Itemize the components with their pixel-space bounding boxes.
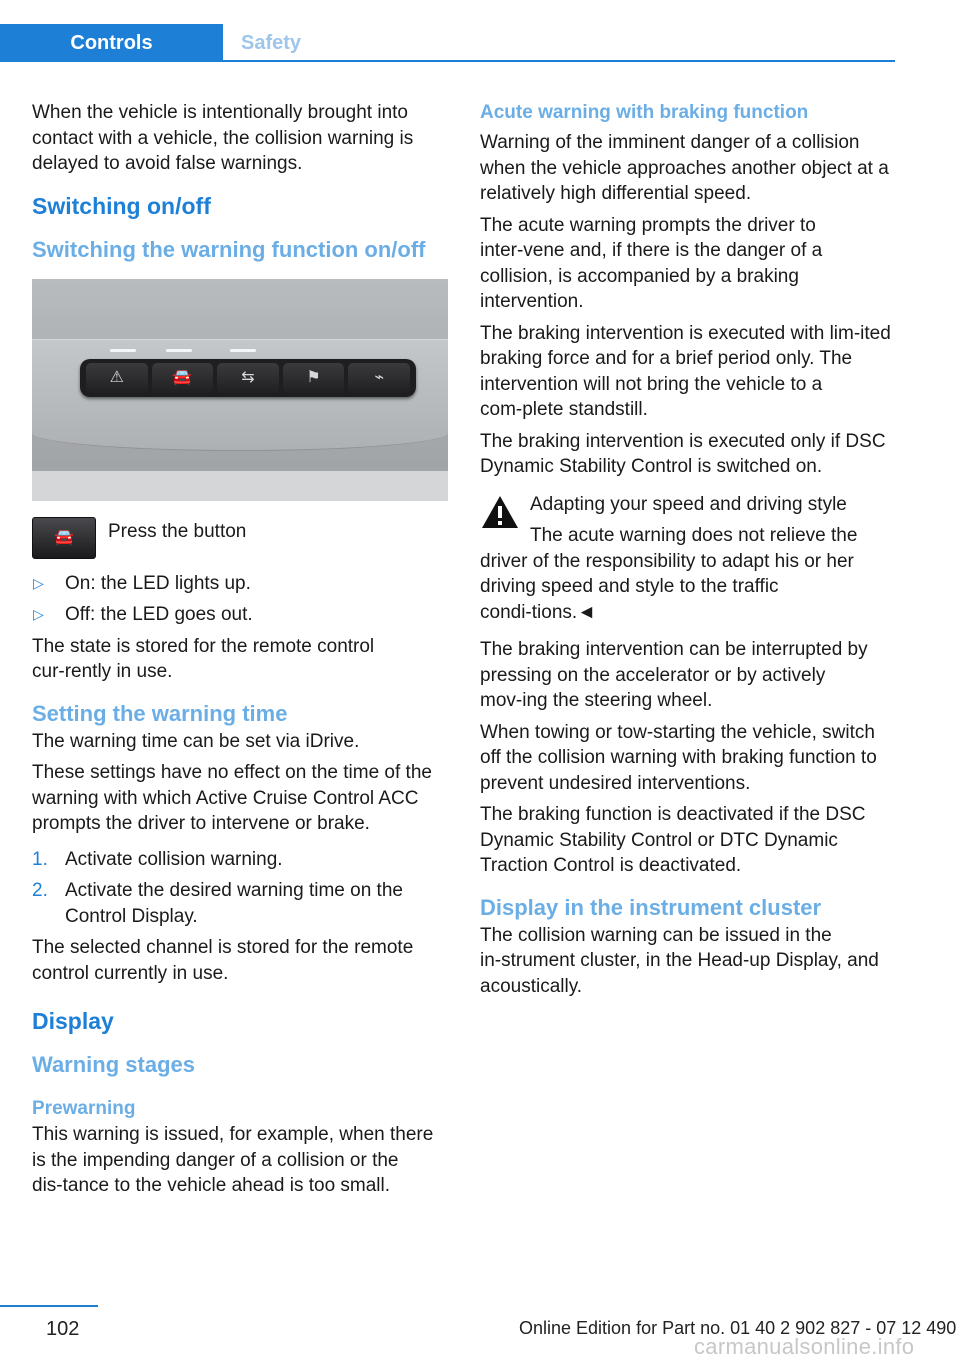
heading-warning-stages: Warning stages: [32, 1052, 195, 1077]
acute-paragraph-3: The braking intervention is executed with lim‑ited braking force and for a brief period only. The intervention will not bring the vehicle to a com‑plete standstill.: [480, 322, 891, 420]
watermark: carmanualsonline.info: [694, 1334, 915, 1359]
edition-text: Online Edition for Part no. 01 40 2 902 827 ‑ 07 12 490: [519, 1318, 957, 1338]
list-item: 2. Activate the desired warning time on the Control Display.: [32, 880, 403, 927]
steps-list: [32, 847, 450, 930]
panel-bottom-band: [32, 471, 448, 501]
page-number: 102: [46, 1318, 80, 1340]
press-button-row: [32, 515, 450, 559]
roof-button-panel-photo: [32, 279, 448, 501]
on-off-list: [32, 571, 450, 628]
footer-rule: [0, 1305, 98, 1307]
warning-body: The acute warning does not relieve the driver of the responsibility to adapt his or her driving speed and style to the traffic condi‑tions.◄: [480, 525, 858, 623]
time-paragraph-2: These settings have no effect on the time of the warning with which Active Cruise Control ACC prompts the driver to intervene or brake.: [32, 762, 432, 834]
heading-setting-warning-time: Setting the warning time: [32, 700, 288, 726]
prewarning-paragraph: This warning is issued, for example, when there is the impending danger of a collision or the dis‑tance to the vehicle ahead is too small.: [32, 1124, 434, 1196]
time-paragraph-1: The warning time can be set via iDrive.: [32, 730, 360, 752]
header-rule: [0, 60, 895, 62]
lane-warning-button-icon: ⚠: [86, 363, 148, 393]
heading-prewarning: Prewarning: [32, 1098, 136, 1119]
tab-controls[interactable]: Controls: [0, 24, 223, 60]
acute-paragraph-1: Warning of the imminent danger of a collision when the vehicle approaches another object at a relatively high differential speed.: [480, 132, 889, 204]
towing-paragraph: When towing or tow‑starting the vehicle, switch off the collision warning with braking function to prevent undesired interventions.: [480, 721, 877, 794]
heading-acute-warning: Acute warning with braking function: [480, 102, 809, 123]
state-paragraph: The state is stored for the remote control cur‑rently in use.: [32, 635, 375, 682]
night-vision-button-icon: ⌁: [348, 363, 410, 393]
header-tabs: [0, 24, 895, 62]
acute-paragraph-4: The braking intervention is executed only if DSC Dynamic Stability Control is switched on.: [480, 430, 886, 477]
acute-paragraph-2: The acute warning prompts the driver to inter‑vene and, if there is the danger of a collision, is accompanied by a braking intervention.: [480, 214, 823, 312]
intro-paragraph: When the vehicle is intentionally brought into contact with a vehicle, the collision warning is delayed to avoid false warnings.: [32, 102, 414, 174]
led-indicator: [110, 349, 136, 352]
pedestrian-warning-button-icon: ⚑: [283, 363, 345, 393]
deactivated-paragraph: The braking function is deactivated if the DSC Dynamic Stability Control or DTC Dynamic Traction Control is deactivated.: [480, 804, 866, 876]
triangle-bullet-icon: ▷: [33, 574, 44, 591]
collision-warning-button-icon: 🚘: [152, 363, 214, 393]
warning-note: [480, 492, 898, 626]
led-indicator: [230, 349, 256, 352]
collision-warning-button-icon: 🚘: [32, 517, 96, 559]
right-column: [480, 100, 898, 1005]
heading-display: Display: [32, 1008, 114, 1034]
left-column: [32, 100, 450, 1205]
interrupt-paragraph: The braking intervention can be interrupted by pressing on the accelerator or by actively mov‑ing the steering wheel.: [480, 639, 868, 711]
heading-switching-on-off: Switching on/off: [32, 192, 211, 219]
list-item: ▷ On: the LED lights up.: [32, 571, 450, 597]
heading-instrument-cluster: Display in the instrument cluster: [480, 894, 822, 920]
lane-departure-button-icon: ⇆: [217, 363, 279, 393]
warning-title: Adapting your speed and driving style: [530, 493, 847, 515]
heading-switching-warning: Switching the warning function on/off: [32, 236, 426, 262]
warning-triangle-icon: [480, 494, 520, 530]
list-item: ▷ Off: the LED goes out.: [32, 602, 450, 628]
led-indicator: [166, 349, 192, 352]
triangle-bullet-icon: ▷: [33, 606, 44, 622]
tab-safety[interactable]: Safety: [240, 32, 302, 54]
cluster-paragraph: The collision warning can be issued in the in‑strument cluster, in the Head‑up Display, and acoustically.: [480, 924, 879, 997]
button-row: [80, 359, 416, 397]
list-item: 1. Activate collision warning.: [32, 848, 283, 870]
press-button-text: Press the button: [108, 520, 247, 542]
channel-paragraph: The selected channel is stored for the remote control currently in use.: [32, 937, 414, 984]
